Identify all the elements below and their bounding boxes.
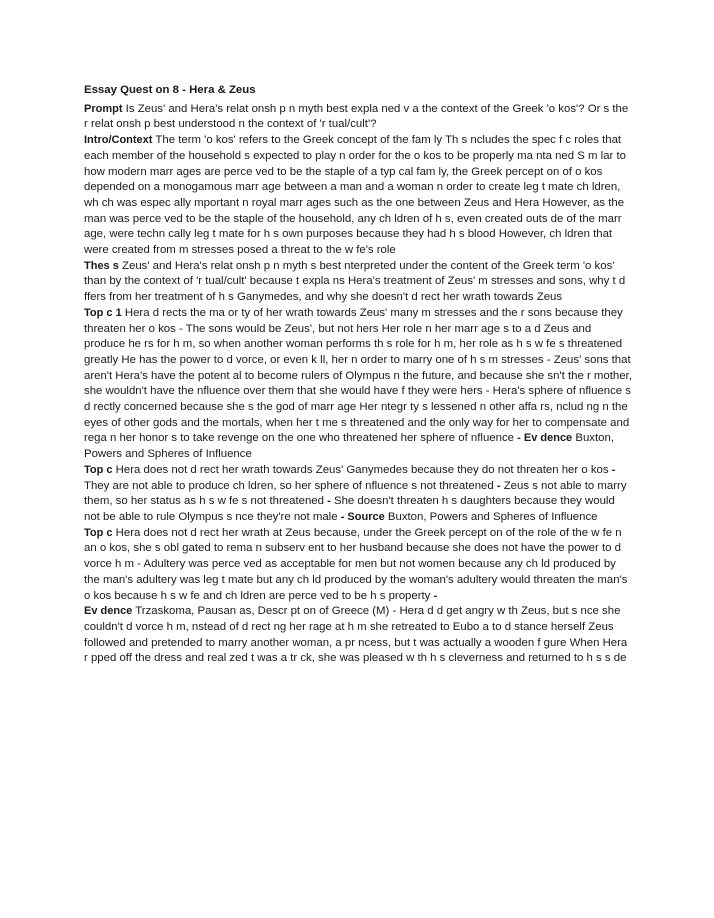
topic-3-bullet: - bbox=[433, 589, 438, 602]
source-label: - Source bbox=[340, 510, 385, 523]
prompt-text: Is Zeus' and Hera's relat onsh p n myth best expla ned v a the context of the Greek 'o kos'? Or s the r relat onsh p best understood n the context of 'r tual/cult'? bbox=[84, 102, 629, 131]
topic-3-paragraph bbox=[84, 526, 632, 605]
topic-2-text: Hera does not d rect her wrath towards Zeus' Ganymedes because they do not threaten her o kos bbox=[112, 463, 612, 476]
evidence-3-label: Ev dence bbox=[84, 605, 133, 618]
intro-text: The term 'o kos' refers to the Greek concept of the fam ly Th s ncludes the spec f c roles that each member of the household s expected to play n order for the o kos to be properly ma nta ned S m lar to how modern marr ages are perce ved to be the staple of a typ cal fam ly, the Greek percept on of o kos depended on a monogamous marr age between a man and a woman n order to create leg t mate ch ldren, wh ch was espec ally mportant n royal marr ages such as the one between Zeus and Hera However, as the man was perce ved to be the staple of the household, any ch ldren of h s, even created outs de of the marr age, were techn cally leg t mate for h s own purposes because they had h s blood However, ch ldren that were created from m stresses posed a threat to the w fe's role bbox=[84, 134, 626, 257]
evidence-1-label: - Ev dence bbox=[517, 432, 573, 445]
topic-3-text: Hera does not d rect her wrath at Zeus because, under the Greek percept on of the role of the w fe n an o kos, she s obl gated to rema n subserv ent to her husband because she does not have the power to d vorce h m - Adultery was perce ved as acceptable for men but not women because any ch ld produced by the man's adultery was leg t mate but any ch ld produced by the woman's adultery would threaten the man's o kos because h s w fe and ch ldren are perce ved to be h s property bbox=[84, 526, 628, 602]
topic-2-point-3: She doesn't threaten h s daughters because they would not be able to rule Olympus s nce they're not male bbox=[84, 495, 615, 523]
intro-label: Intro/Context bbox=[84, 134, 153, 147]
thesis-paragraph bbox=[84, 259, 632, 306]
prompt-label: Prompt bbox=[84, 102, 123, 115]
thesis-text: Zeus' and Hera's relat onsh p n myth s best nterpreted under the content of the Greek term 'o kos' than by the context of 'r tual/cult' because t expla ns Hera's treatment of Zeus' m stresses and sons, why t d ffers from her treatment of h s Ganymedes, and why she doesn't d rect her wrath towards Zeus bbox=[84, 259, 626, 304]
topic-2-point-1: They are not able to produce ch ldren, so her sphere of nfluence s not threatened bbox=[84, 479, 497, 492]
topic-2-bullet-3: - bbox=[327, 495, 331, 508]
topic-1-label: Top c 1 bbox=[84, 306, 122, 319]
evidence-3-text: Trzaskoma, Pausan as, Descr pt on of Greece (M) - Hera d d get angry w th Zeus, but s nce she couldn't d vorce h m, nstead of d rect ng her rage at h m she retreated to Eubo a to d stance herself Zeus followed and pretended to marry another woman, a pr ncess, but t was actually a wooden f gure When Hera r pped off the dress and real zed t was a tr ck, she was pleased w th h s cleverness and returned to h s s de bbox=[84, 605, 628, 665]
topic-1-text: Hera d rects the ma or ty of her wrath towards Zeus' many m stresses and the r sons because they threaten her o kos - The sons would be Zeus', but not hers Her role n her marr age s to a d Zeus and produce he rs for h m, so when another woman performs th s role for h m, her role as h s w fe s threatened greatly He has the power to d vorce, or even k ll, her n order to marry one of h s m stresses - Zeus' sons that aren't Hera's have the potent al to become rulers of Olympus n the future, and because she sn't the r mother, she wouldn't have the nfluence over them that she would have f they were hers - Hera's sphere of nfluence s d rectly concerned because she s the god of marr age Her ntegr ty s lessened n other affa rs, nclud ng n the eyes of other gods and the mortals, when her t me s threatened and the only way for her to compensate and rega n her honor s to take revenge on the one who threatened her sphere of nfluence bbox=[84, 306, 632, 445]
topic-2-paragraph bbox=[84, 463, 632, 526]
intro-paragraph bbox=[84, 133, 632, 259]
topic-3-label: Top c bbox=[84, 526, 113, 539]
topic-2-point-2: Zeus s not able to marry them, so her status as h s w fe s not threatened bbox=[84, 479, 627, 508]
source-text: Buxton, Powers and Spheres of Influence bbox=[384, 510, 598, 523]
topic-2-label: Top c bbox=[84, 463, 113, 476]
essay-body bbox=[84, 83, 632, 667]
thesis-label: Thes s bbox=[84, 259, 119, 272]
topic-2-bullet-2: - bbox=[496, 479, 501, 492]
topic-1-paragraph bbox=[84, 306, 632, 463]
evidence-3-paragraph bbox=[84, 604, 632, 667]
topic-2-bullet-1: - bbox=[611, 463, 616, 476]
document-title: Essay Quest on 8 - Hera & Zeus bbox=[84, 84, 256, 96]
evidence-1-text: Buxton, Powers and Spheres of Influence bbox=[84, 432, 614, 461]
prompt-paragraph bbox=[84, 102, 632, 133]
